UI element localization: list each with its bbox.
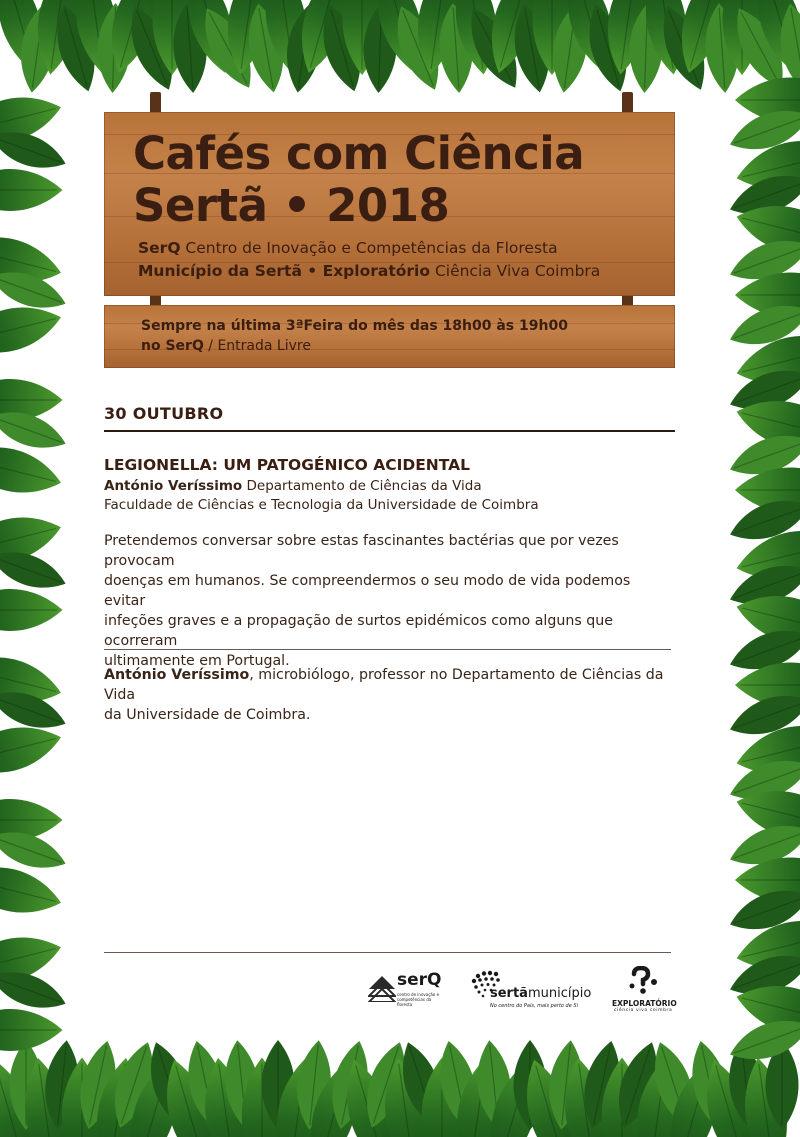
organizer-municipio: Município da Sertã • Exploratório	[138, 262, 431, 280]
poster-title	[133, 128, 584, 232]
organizer-line-1: SerQ Centro de Inovação e Competências da Floresta	[138, 239, 558, 257]
exploratorio-logo-tagline: ciência viva coimbra	[614, 1008, 673, 1013]
title-line-2: Sertã • 2018	[133, 179, 450, 232]
exploratorio-logo[interactable]	[612, 966, 677, 1013]
serq-mountain-icon	[368, 974, 396, 1002]
speaker-line	[104, 478, 482, 494]
speaker-name: António Veríssimo	[104, 478, 243, 494]
serq-logo-name: serQ	[397, 970, 442, 990]
abstract-line: doenças em humanos. Se compreendermos o seu modo de vida podemos evitar	[104, 573, 631, 609]
abstract-line: infeções graves e a propagação de surtos epidémicos como alguns que ocorreram	[104, 613, 613, 649]
serq-logo[interactable]	[368, 970, 443, 1006]
faculty-line: Faculdade de Ciências e Tecnologia da Universidade de Coimbra	[104, 497, 539, 513]
organizer-serq: SerQ	[138, 239, 181, 257]
speaker-bio	[104, 665, 664, 725]
bio-line-1: António Veríssimo, microbiólogo, professor no Departamento de Ciências da Vida	[104, 667, 664, 703]
abstract-line: ultimamente em Portugal.	[104, 653, 290, 669]
serta-logo-name: sertãmunicípio	[490, 986, 592, 1001]
organizer-line-2: Município da Sertã • Exploratório Ciência Viva Coimbra	[138, 262, 601, 280]
schedule-line-2: no SerQ / Entrada Livre	[141, 338, 311, 354]
schedule-line-1: Sempre na última 3ªFeira do mês das 18h00 às 19h00	[141, 318, 568, 334]
session-date: 30 OUTUBRO	[104, 404, 224, 423]
serta-municipio-logo[interactable]	[470, 970, 592, 1012]
talk-title: LEGIONELLA: UM PATOGÉNICO ACIDENTAL	[104, 456, 471, 474]
exploratorio-logo-name: EXPLORATÓRIO	[612, 999, 677, 1008]
exploratorio-question-icon	[624, 966, 664, 996]
talk-abstract	[104, 531, 664, 671]
speaker-affiliation: Departamento de Ciências da Vida	[242, 478, 482, 494]
serta-logo-tagline: No centro do País, mais perto de Si	[490, 1003, 578, 1009]
title-line-1: Cafés com Ciência	[133, 127, 585, 180]
bio-line-2: da Universidade de Coimbra.	[104, 707, 311, 723]
footer-divider	[104, 952, 671, 953]
date-divider	[104, 430, 675, 432]
serq-logo-tagline: centro de inovação e competências da floresta	[397, 992, 440, 1007]
sign-board-bottom	[104, 305, 675, 368]
bio-divider	[104, 649, 671, 650]
abstract-line: Pretendemos conversar sobre estas fascinantes bactérias que por vezes provocam	[104, 533, 619, 569]
